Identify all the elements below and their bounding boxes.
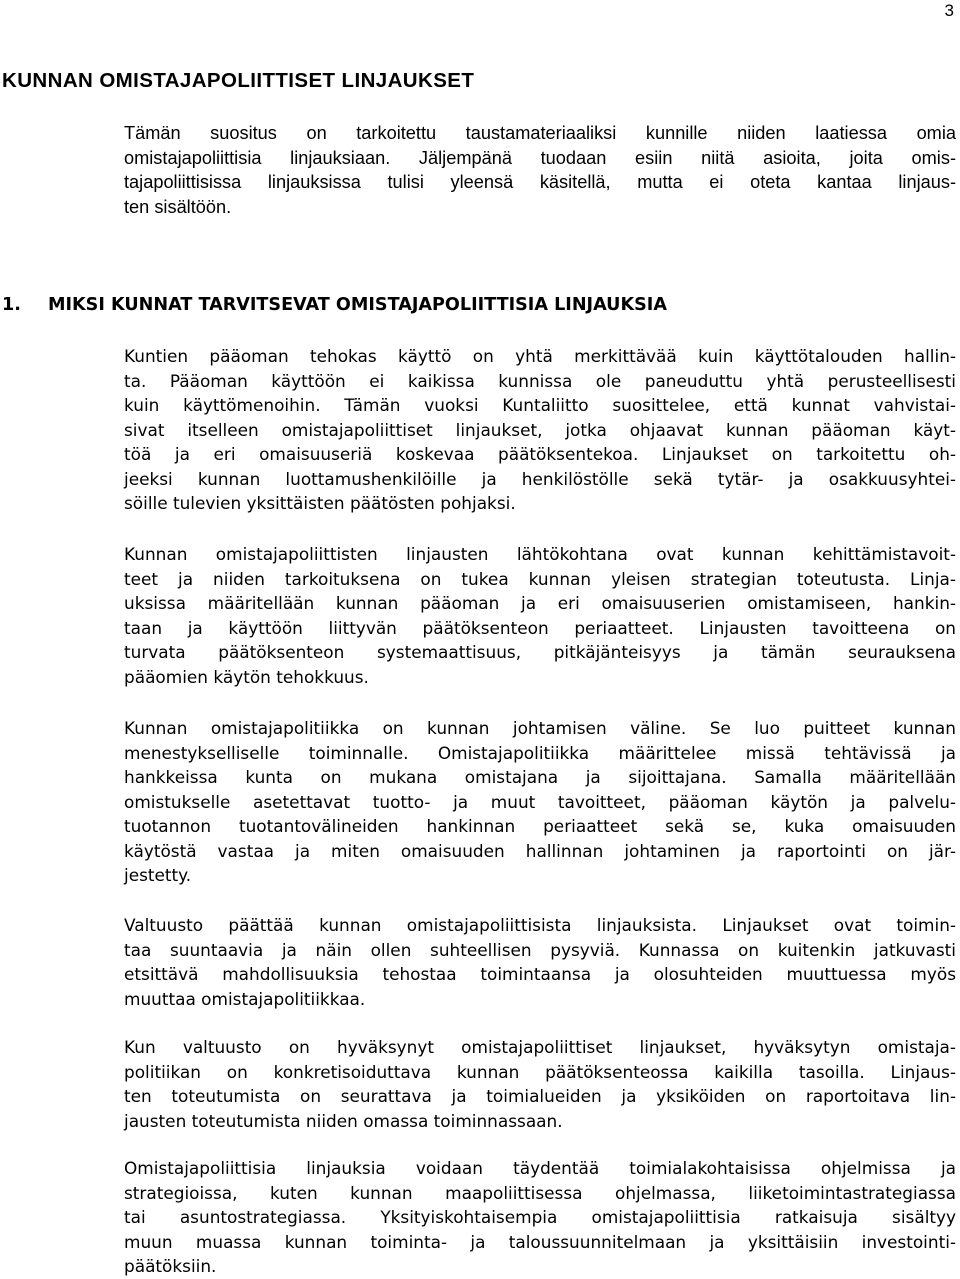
page-number: 3 bbox=[944, 1, 954, 20]
text-line: ten sisältöön. bbox=[124, 196, 232, 217]
text-line: käytöstä vastaa ja miten omaisuuden hallinnan johtaminen ja raportointi on jär- bbox=[124, 840, 956, 861]
text-line: hankkeissa kunta on mukana omistajana ja sijoittajana. Samalla määritellään bbox=[124, 767, 956, 787]
text-line: jeeksi kunnan luottamushenkilöille ja henkilöstölle sekä tytär- ja osakkuusyhtei- bbox=[124, 468, 956, 489]
text-line: ten toteutumista on seurattava ja toimialueiden ja yksiköiden on raportoitava lin- bbox=[124, 1086, 956, 1106]
text-line: päätöksiin. bbox=[124, 1256, 217, 1276]
text-line: tajapoliittisissa linjauksissa tulisi yleensä käsitellä, mutta ei oteta kantaa linjaus- bbox=[124, 172, 956, 192]
text-line: omistajapoliittisia linjauksiaan. Jäljempänä tuodaan esiin niitä asioita, joita omis- bbox=[124, 147, 956, 168]
text-line: omistukselle asetettavat tuotto- ja muut tavoitteet, pääoman käytön ja palvelu- bbox=[124, 791, 956, 812]
body-paragraph bbox=[124, 1156, 956, 1279]
text-line: Valtuusto päättää kunnan omistajapoliittisista linjauksista. Linjaukset ovat toimin- bbox=[124, 915, 956, 935]
text-line: Kun valtuusto on hyväksynyt omistajapoliittiset linjaukset, hyväksytyn omistaja- bbox=[124, 1037, 956, 1057]
text-line: etsittävä mahdollisuuksia tehostaa toimintaansa ja olosuhteiden muuttuessa myös bbox=[124, 964, 956, 984]
text-line: söille tulevien yksittäisten päätösten pohjaksi. bbox=[124, 493, 516, 513]
text-line: menestykselliselle toiminnalle. Omistajapolitiikka määrittelee missä tehtävissä ja bbox=[124, 742, 956, 763]
text-line: turvata päätöksenteon systemaattisuus, pitkäjänteisyys ja tämän seurauksena bbox=[124, 642, 956, 662]
text-line: jestetty. bbox=[124, 865, 192, 885]
body-paragraph bbox=[124, 344, 956, 516]
intro-paragraph bbox=[124, 121, 956, 219]
text-line: Omistajapoliittisia linjauksia voidaan täydentää toimialakohtaisissa ohjelmissa ja bbox=[124, 1158, 956, 1178]
text-line: strategioissa, kuten kunnan maapoliittisessa ohjelmassa, liiketoimintastrategiassa bbox=[124, 1182, 956, 1203]
body-paragraph bbox=[124, 1035, 956, 1133]
text-line: teet ja niiden tarkoituksena on tukea kunnan yleisen strategian toteutusta. Linja- bbox=[124, 568, 956, 589]
section-title: MIKSI KUNNAT TARVITSEVAT OMISTAJAPOLIITTISIA LINJAUKSIA bbox=[48, 295, 667, 315]
section-number: 1. bbox=[2, 295, 21, 315]
text-line: ta. Pääoman käyttöön ei kaikissa kunnissa ole paneuduttu yhtä perusteellisesti bbox=[124, 370, 956, 391]
text-line: muun muassa kunnan toiminta- ja taloussuunnitelmaan ja yksittäisiin investointi- bbox=[124, 1231, 956, 1252]
text-line: politiikan on konkretisoiduttava kunnan päätöksenteossa kaikilla tasoilla. Linjaus- bbox=[124, 1061, 956, 1082]
text-line: Kunnan omistajapolitiikka on kunnan johtamisen väline. Se luo puitteet kunnan bbox=[124, 718, 956, 738]
text-line: taan ja käyttöön liittyvän päätöksenteon periaatteet. Linjausten tavoitteena on bbox=[124, 617, 956, 638]
text-line: Kunnan omistajapoliittisten linjausten lähtökohtana ovat kunnan kehittämistavoit- bbox=[124, 544, 956, 564]
text-line: taa suuntaavia ja näin ollen suhteellisen pysyviä. Kunnassa on kuitenkin jatkuvasti bbox=[124, 939, 956, 960]
body-paragraph bbox=[124, 542, 956, 689]
document-title: KUNNAN OMISTAJAPOLIITTISET LINJAUKSET bbox=[2, 69, 475, 92]
text-line: kuin käyttömenoihin. Tämän vuoksi Kuntaliitto suosittelee, että kunnat vahvistai- bbox=[124, 395, 956, 415]
text-line: Tämän suositus on tarkoitettu taustamateriaaliksi kunnille niiden laatiessa omia bbox=[124, 123, 956, 143]
text-line: tuotannon tuotantovälineiden hankinnan periaatteet sekä se, kuka omaisuuden bbox=[124, 816, 956, 836]
text-line: töä ja eri omaisuuseriä koskevaa päätöksentekoa. Linjaukset on tarkoitettu oh- bbox=[124, 444, 956, 464]
body-paragraph bbox=[124, 716, 956, 888]
text-line: jausten toteutumista niiden omassa toiminnassaan. bbox=[124, 1110, 563, 1131]
text-line: tai asuntostrategiassa. Yksityiskohtaisempia omistajapoliittisia ratkaisuja sisältyy bbox=[124, 1207, 956, 1227]
text-line: Kuntien pääoman tehokas käyttö on yhtä merkittävää kuin käyttötalouden hallin- bbox=[124, 346, 956, 366]
section-heading bbox=[2, 292, 667, 318]
text-line: pääomien käytön tehokkuus. bbox=[124, 666, 369, 687]
body-paragraph bbox=[124, 913, 956, 1011]
text-line: muuttaa omistajapolitiikkaa. bbox=[124, 988, 366, 1009]
text-line: uksissa määritellään kunnan pääoman ja eri omaisuuserien omistamiseen, hankin- bbox=[124, 593, 956, 613]
text-line: sivat itselleen omistajapoliittiset linjaukset, jotka ohjaavat kunnan pääoman käyt- bbox=[124, 419, 956, 440]
